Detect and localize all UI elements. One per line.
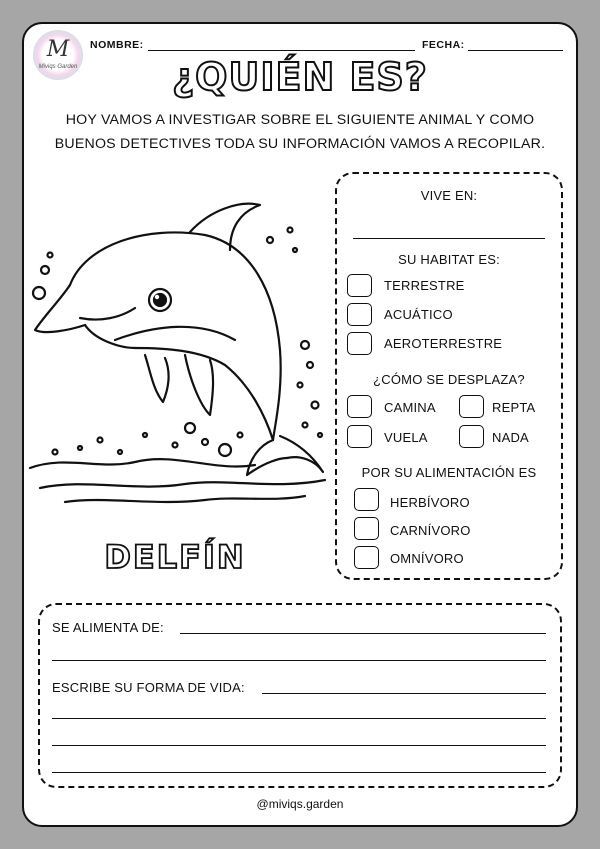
option-terrestre: TERRESTRE xyxy=(384,278,465,293)
logo-letter: M xyxy=(46,37,70,62)
forma-vida-label: ESCRIBE SU FORMA DE VIDA: xyxy=(52,680,245,695)
forma-vida-field[interactable] xyxy=(262,693,546,694)
fecha-field[interactable] xyxy=(468,50,563,51)
option-carnivoro: CARNÍVORO xyxy=(390,523,471,538)
forma-vida-line-4[interactable] xyxy=(52,772,546,773)
alimentacion-label: POR SU ALIMENTACIÓN ES xyxy=(361,465,537,480)
option-nada: NADA xyxy=(492,430,529,445)
forma-vida-line-3[interactable] xyxy=(52,745,546,746)
alimenta-field-line-2[interactable] xyxy=(52,660,546,661)
checkbox-nada[interactable] xyxy=(459,425,484,448)
option-repta: REPTA xyxy=(492,400,536,415)
intro-line-1: HOY VAMOS A INVESTIGAR SOBRE EL SIGUIENTE ANIMAL Y COMO xyxy=(65,112,535,128)
habitat-label: SU HABITAT ES: xyxy=(398,252,500,267)
dolphin-illustration xyxy=(25,190,335,530)
option-vuela: VUELA xyxy=(384,430,428,445)
option-acuatico: ACUÁTICO xyxy=(384,307,453,322)
option-omnivoro: OMNÍVORO xyxy=(390,551,464,566)
checkbox-carnivoro[interactable] xyxy=(354,517,379,540)
animal-name: DELFÍN xyxy=(104,538,246,576)
desplaza-label: ¿CÓMO SE DESPLAZA? xyxy=(373,372,525,387)
checkbox-acuatico[interactable] xyxy=(347,303,372,326)
alimenta-field[interactable] xyxy=(180,633,546,634)
checkbox-camina[interactable] xyxy=(347,395,372,418)
intro-line-2: BUENOS DETECTIVES TODA SU INFORMACIÓN VAMOS A RECOPILAR. xyxy=(54,136,546,152)
checkbox-repta[interactable] xyxy=(459,395,484,418)
checkbox-aeroterrestre[interactable] xyxy=(347,332,372,355)
checkbox-herbivoro[interactable] xyxy=(354,488,379,511)
page-title: ¿QUIÉN ES? xyxy=(172,55,428,99)
footer-handle: @miviqs.garden xyxy=(256,797,344,811)
forma-vida-line-2[interactable] xyxy=(52,718,546,719)
logo-caption: Miviqs Garden xyxy=(38,64,78,70)
nombre-field[interactable] xyxy=(148,50,415,51)
checkbox-vuela[interactable] xyxy=(347,425,372,448)
nombre-label: NOMBRE: xyxy=(90,39,144,51)
fecha-label: FECHA: xyxy=(422,39,465,51)
option-herbivoro: HERBÍVORO xyxy=(390,495,470,510)
checkbox-omnivoro[interactable] xyxy=(354,546,379,569)
vive-en-label: VIVE EN: xyxy=(420,188,478,203)
checkbox-terrestre[interactable] xyxy=(347,274,372,297)
alimenta-label: SE ALIMENTA DE: xyxy=(52,620,164,635)
option-camina: CAMINA xyxy=(384,400,436,415)
option-aeroterrestre: AEROTERRESTRE xyxy=(384,336,503,351)
vive-en-field[interactable] xyxy=(353,238,545,239)
